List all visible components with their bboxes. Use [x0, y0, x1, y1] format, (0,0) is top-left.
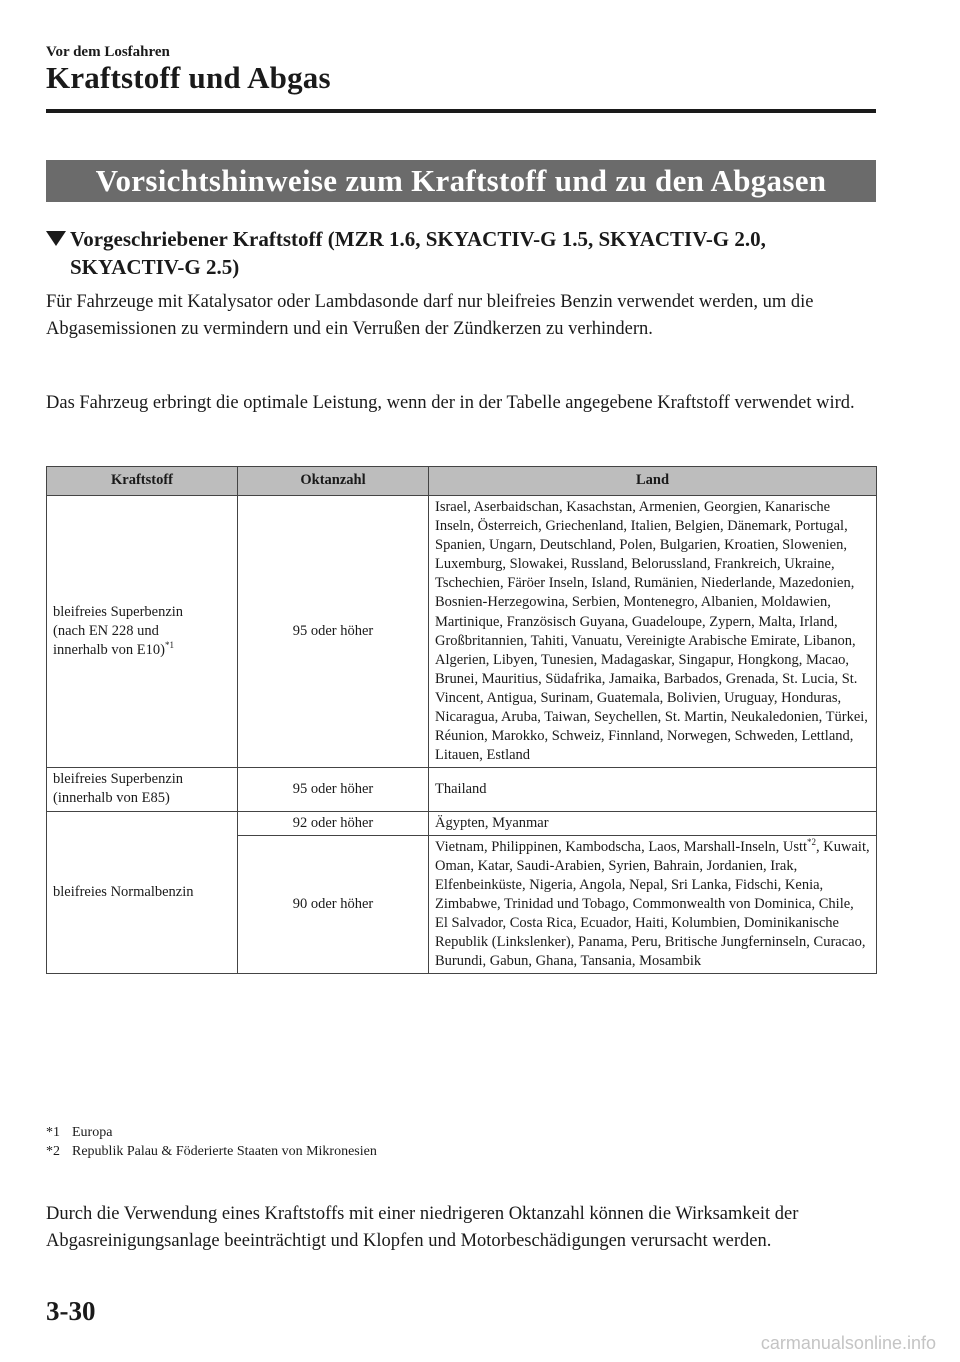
table-row	[47, 811, 877, 835]
table-header-row	[47, 467, 877, 496]
octane-cell: 90 oder höher	[238, 835, 429, 974]
header-country: Land	[429, 467, 877, 496]
country-cell: Thailand	[429, 768, 877, 811]
watermark: carmanualsonline.info	[760, 1333, 936, 1353]
octane-cell: 95 oder höher	[238, 496, 429, 768]
section-label: Vor dem Losfahren	[46, 44, 170, 60]
fuel-line: (nach EN 228 und	[53, 623, 159, 640]
subheading-text: Vorgeschriebener Kraftstoff (MZR 1.6, SKYACTIV-G 1.5, SKYACTIV-G 2.0, SKYACTIV-G 2.5)	[70, 227, 766, 279]
fuel-table	[46, 466, 877, 974]
footnote-text: Republik Palau & Föderierte Staaten von Mikronesien	[72, 1144, 377, 1159]
fuel-line: bleifreies Superbenzin	[53, 771, 184, 788]
country-text: Vietnam, Philippinen, Kambodscha, Laos, Marshall-Inseln, Ustt	[435, 838, 808, 855]
subheading	[46, 225, 876, 281]
footnote-number: *1	[46, 1125, 60, 1140]
table-row	[47, 768, 877, 811]
country-cell: Israel, Aserbaidschan, Kasachstan, Armenien, Georgien, Kanarische Inseln, Österreich, Griechenland, Italien, Belgien, Dänemark, Portugal, Spanien, Ungarn, Deutschland, Polen, Bulgarien, Kroatien, Slowenien, Luxemburg, Slowakei, Russland, Belorussland, Frankreich, Ukraine, Tschechien, Färöer Inseln, Island, Rumänien, Niederlande, Mazedonien, Bosnien-Herzegowina, Serbien, Montenegro, Albanien, Moldawien, Martinique, Französisch Guyana, Guadeloupe, Zypern, Malta, Irland, Großbritannien, Tahiti, Vanuatu, Vereinigte Arabische Emirate, Libanon, Algerien, Libyen, Tunesien, Madagaskar, Singapur, Hongkong, Macao, Brunei, Mauritius, Südafrika, Jamaika, Barbados, Grenada, St. Lucia, St. Vincent, Antigua, Surinam, Guatemala, Bolivien, Uruguay, Honduras, Nicaragua, Aruba, Taiwan, Seychellen, St. Martin, Neukaledonien, Türkei, Réunion, Marokko, Schweiz, Finnland, Norwegen, Schweden, Lettland, Litauen, Estland	[429, 496, 877, 768]
paragraph-catalyst: Für Fahrzeuge mit Katalysator oder Lambdasonde darf nur bleifreies Benzin verwendet werden, um die Abgasemissionen zu vermindern und ein Verrußen der Zündkerzen zu verhindern.	[46, 292, 814, 339]
fuel-cell: bleifreies Normalbenzin	[47, 811, 238, 974]
chapter-title: Kraftstoff und Abgas	[46, 60, 331, 95]
fuel-line: bleifreies Superbenzin	[53, 604, 184, 621]
country-cell	[429, 835, 877, 974]
fuel-cell	[47, 768, 238, 811]
footnote-number: *2	[46, 1144, 60, 1159]
footnote-ref: *1	[164, 640, 174, 651]
section-banner: Vorsichtshinweise zum Kraftstoff und zu den Abgasen	[46, 160, 876, 202]
header-fuel: Kraftstoff	[47, 467, 238, 496]
octane-cell: 95 oder höher	[238, 768, 429, 811]
footnotes	[46, 1123, 377, 1161]
fuel-line: (innerhalb von E85)	[53, 790, 170, 807]
octane-cell: 92 oder höher	[238, 811, 429, 835]
table-row	[47, 496, 877, 768]
paragraph-performance: Das Fahrzeug erbringt die optimale Leistung, wenn der in der Tabelle angegebene Kraftstoff verwendet wird.	[46, 393, 855, 413]
footnote-ref: *2	[807, 836, 817, 847]
country-text: , Kuwait, Oman, Katar, Saudi-Arabien, Syrien, Bahrain, Jordanien, Irak, Elfenbeinküste, Nigeria, Angola, Nepal, Sri Lanka, Fidschi, Kenia, Zimbabwe, Trinidad und Tobago, Commonwealth von Dominica, Chile, El Salvador, Costa Rica, Ecuador, Haiti, Kolumbien, Dominikanische Republik (Linkslenker), Panama, Peru, Britische Jungferninseln, Curacao, Burundi, Gabun, Ghana, Tansania, Mosambik	[435, 838, 870, 970]
page-number: 3-30	[46, 1296, 96, 1326]
footnote	[46, 1142, 377, 1161]
footnote-text: Europa	[72, 1125, 113, 1140]
fuel-line: innerhalb von E10)	[53, 642, 165, 659]
paragraph-octane-warning: Durch die Verwendung eines Kraftstoffs mit einer niedrigeren Oktanzahl können die Wirksamkeit der Abgasreinigungsanlage beeinträchtigt und Klopfen und Motorbeschädigungen verursacht werden.	[46, 1204, 799, 1251]
header-octane: Oktanzahl	[238, 467, 429, 496]
header-rule	[46, 109, 876, 113]
country-cell: Ägypten, Myanmar	[429, 811, 877, 835]
footnote	[46, 1123, 377, 1142]
triangle-bullet-icon	[46, 231, 66, 246]
fuel-cell	[47, 496, 238, 768]
